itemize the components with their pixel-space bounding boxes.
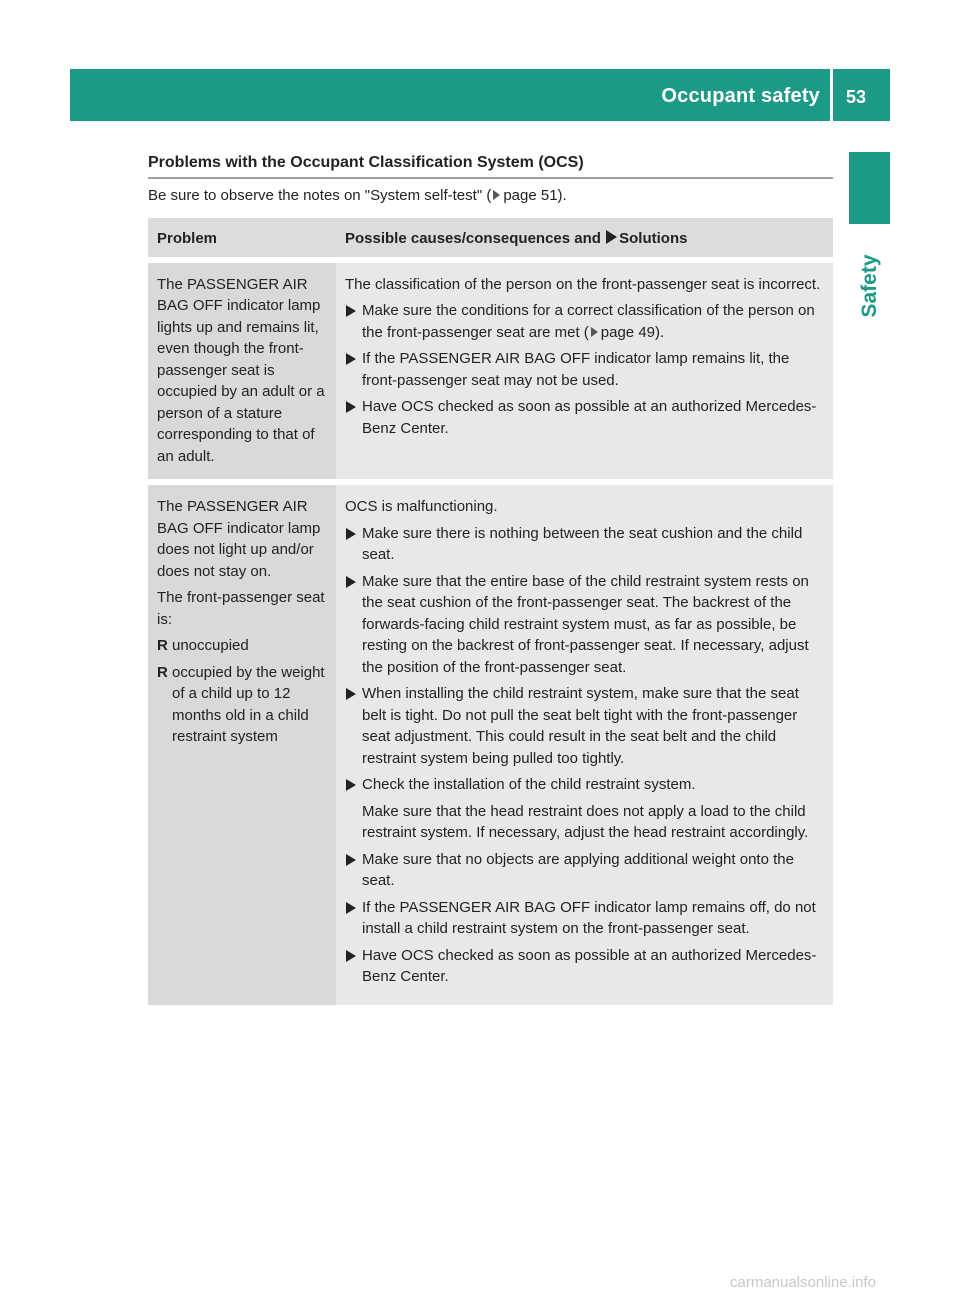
header-divider (830, 69, 833, 121)
footer-watermark: carmanualsonline.info (730, 1274, 876, 1291)
step-note (345, 801, 827, 844)
side-tab-label-text: Safety (858, 254, 881, 318)
step-suffix: ). (655, 323, 665, 341)
table-row (148, 485, 833, 1005)
list-item (157, 662, 327, 748)
step-text: Make sure the conditions for a correct classification of the person on the front-passenger seat are met ( (362, 302, 815, 341)
table-header-row (148, 218, 833, 257)
intro-suffix: ). (557, 187, 567, 204)
solution-arrow-icon (606, 230, 617, 244)
bullet-text: occupied by the weight of a child up to 12 months old in a child restraint system (172, 663, 325, 745)
triangle-right-icon (346, 305, 356, 317)
problem-cell: The PASSENGER AIR BAG OFF indicator lamp lights up and remains lit, even though the front-passenger seat is occupied by an adult or a person of a stature corresponding to that of an adult. (148, 263, 336, 480)
solution-step (345, 396, 827, 439)
triangle-right-icon (346, 576, 356, 588)
cause-text: The classification of the person on the front-passenger seat is incorrect. (345, 275, 821, 293)
triangle-right-icon (346, 854, 356, 866)
problem-text: The PASSENGER AIR BAG OFF indicator lamp does not light up and/or does not stay on. (157, 498, 321, 580)
intro-text (148, 187, 567, 204)
step-page-link[interactable]: page 49 (600, 323, 656, 341)
solution-step (345, 945, 827, 988)
step-text: Make sure there is nothing between the seat cushion and the child seat. (362, 524, 803, 563)
page-number: 53 (846, 87, 867, 107)
triangle-right-icon (346, 902, 356, 914)
solution-step (345, 897, 827, 940)
page-reference-icon (591, 327, 598, 337)
intro-prefix: Be sure to observe the notes on "System self-test" ( (148, 187, 492, 204)
table-row (148, 263, 833, 480)
solution-step (345, 300, 827, 343)
intro-page-link[interactable]: page 51 (503, 187, 558, 204)
triangle-right-icon (346, 401, 356, 413)
header-causes (336, 218, 833, 257)
bullet-icon: R (157, 637, 168, 654)
seat-intro: The front-passenger seat is: (157, 589, 325, 628)
triangle-right-icon (346, 528, 356, 540)
solution-step (345, 523, 827, 566)
step-text: Check the installation of the child restraint system. (362, 776, 696, 793)
side-tab (849, 152, 890, 224)
section-title: Problems with the Occupant Classification System (OCS) (148, 154, 584, 171)
header-bar (70, 69, 890, 121)
triangle-right-icon (346, 353, 356, 365)
step-text: If the PASSENGER AIR BAG OFF indicator lamp remains lit, the front-passenger seat may not be used. (362, 350, 790, 389)
bullet-text: unoccupied (172, 637, 249, 654)
header-problem: Problem (148, 218, 336, 257)
header-title: Occupant safety (661, 85, 820, 107)
step-text: Have OCS checked as soon as possible at an authorized Mercedes-Benz Center. (362, 398, 817, 437)
ocs-problems-table (148, 212, 833, 1011)
header-causes-text: Possible causes/consequences and (345, 230, 606, 247)
step-text: Make sure that the entire base of the child restraint system rests on the seat cushion of the front-passenger seat. The backrest of the forwards-facing child restraint system must, as far as possible, be resting on the backrest of front-passenger seat. If necessary, adjust the position of the front-passenger seat. (362, 572, 809, 676)
solution-step (345, 849, 827, 892)
step-text: Have OCS checked as soon as possible at an authorized Mercedes-Benz Center. (362, 946, 817, 985)
side-tab-label (843, 236, 897, 336)
triangle-right-icon (346, 950, 356, 962)
solution-step (345, 571, 827, 679)
step-note-text: Make sure that the head restraint does not apply a load to the child restraint system. If necessary, adjust the head restraint accordingly. (362, 802, 809, 841)
triangle-right-icon (346, 688, 356, 700)
section-divider (148, 177, 833, 179)
bullet-icon: R (157, 663, 168, 681)
cause-text: OCS is malfunctioning. (345, 498, 498, 515)
list-item (157, 635, 327, 657)
header-solutions-text: Solutions (619, 230, 688, 247)
solution-step (345, 683, 827, 769)
triangle-right-icon (346, 779, 356, 791)
solution-cell (336, 263, 833, 480)
solution-step (345, 774, 827, 796)
solution-step (345, 348, 827, 391)
solution-cell (336, 485, 833, 1005)
step-text: Make sure that no objects are applying additional weight onto the seat. (362, 850, 794, 889)
step-text: When installing the child restraint system, make sure that the seat belt is tight. Do not pull the seat belt tight with the front-passenger seat adjustment. This could result in the seat belt and the child restraint system being pulled too tightly. (362, 685, 799, 767)
step-text: If the PASSENGER AIR BAG OFF indicator lamp remains off, do not install a child restraint system on the front-passenger seat. (362, 898, 816, 937)
problem-cell (148, 485, 336, 1005)
page-reference-icon (493, 190, 500, 200)
